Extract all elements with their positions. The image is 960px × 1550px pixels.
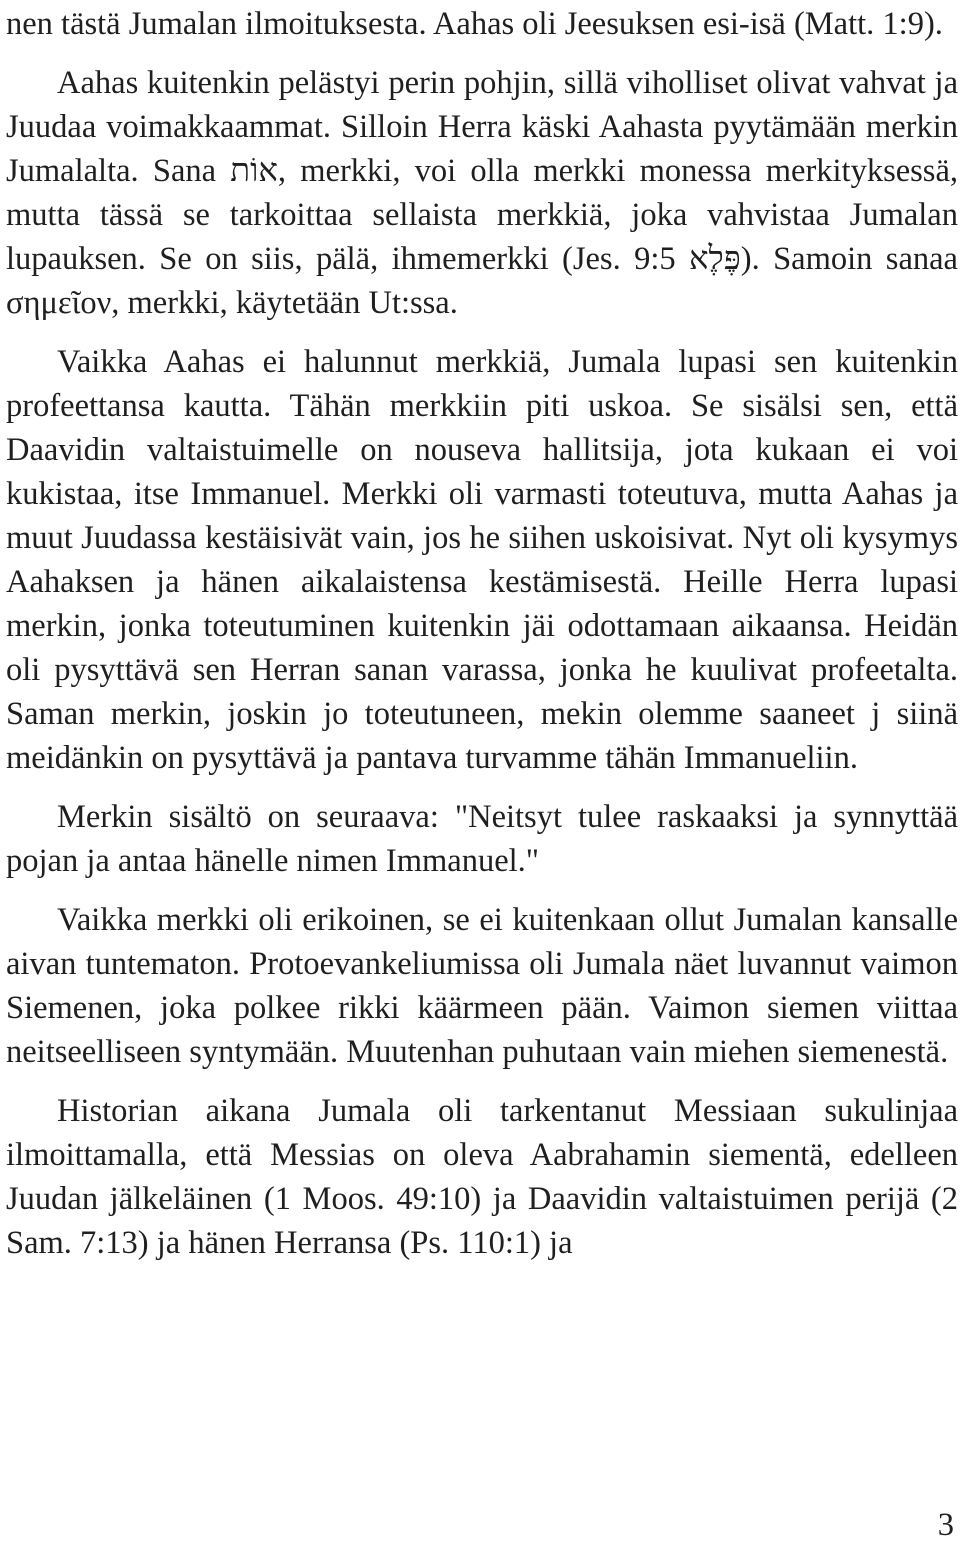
paragraph-protoevangelium: Vaikka merkki oli erikoinen, se ei kuitenkaan ollut Jumalan kansalle aivan tuntematon. Protoevankeliumissa oli Jumala näet luvannut vaimon Siemenen, joka polkee rikki käärmeen pään. Vaimon siemen viittaa neitseelliseen syntymään. Muutenhan puhutaan vain miehen siemenestä. [6, 902, 958, 1070]
paragraph-messianic-lineage: Historian aikana Jumala oli tarkentanut Messiaan sukulinjaa ilmoittamalla, että Messias on oleva Aabrahamin siementä, edelleen Juudan jälkeläinen (1 Moos. 49:10) ja Daavidin valtaistuimen perijä (2 Sam. 7:13) ja hänen Herransa (Ps. 110:1) ja [6, 1093, 958, 1261]
page-number: 3 [937, 1507, 954, 1543]
paragraph-continuation: nen tästä Jumalan ilmoituksesta. Aahas oli Jeesuksen esi-isä (Matt. 1:9). [6, 6, 943, 42]
paragraph-sign-content: Merkin sisältö on seuraava: "Neitsyt tulee raskaaksi ja synnyttää pojan ja antaa hänelle nimen Immanuel." [6, 799, 958, 879]
paragraph-promised-sign: Vaikka Aahas ei halunnut merkkiä, Jumala lupasi sen kuitenkin profeettansa kautta. Tähän merkkiin piti uskoa. Se sisälsi sen, että Daavidin valtaistuimelle on nouseva hallitsija, jota kukaan ei voi kukistaa, itse Immanuel. Merkki oli varmasti toteutuva, mutta Aahas ja muut Juudassa kestäisivät vain, jos he siihen uskoisivat. Nyt oli kysymys Aahaksen ja hänen aikalaistensa kestämisestä. Heille Herra lupasi merkin, jonka toteutuminen kuitenkin jäi odottamaan aikaansa. Heidän oli pysyttävä sen Herran sanan varassa, jonka he kuulivat profeetalta. Saman merkin, joskin jo toteutuneen, mekin olemme saaneet j siinä meidänkin on pysyttävä ja pantava turvamme tähän Immanueliin. [6, 344, 958, 776]
document-page [6, 2, 958, 1265]
paragraph-sign-meaning: Aahas kuitenkin pelästyi perin pohjin, sillä viholliset olivat vahvat ja Juudaa voimakkaammat. Silloin Herra käski Aahasta pyytämään merkin Jumalalta. Sana אוֹת, merkki, voi olla merkki monessa merkityksessä, mutta tässä se tarkoittaa sellaista merkkiä, joka vahvistaa Jumalan lupauksen. Se on siis, pälä, ihmemerkki (Jes. 9:5 פֶּלֶא). Samoin sanaa σημεῖον, merkki, käytetään Ut:ssa. [6, 65, 959, 321]
